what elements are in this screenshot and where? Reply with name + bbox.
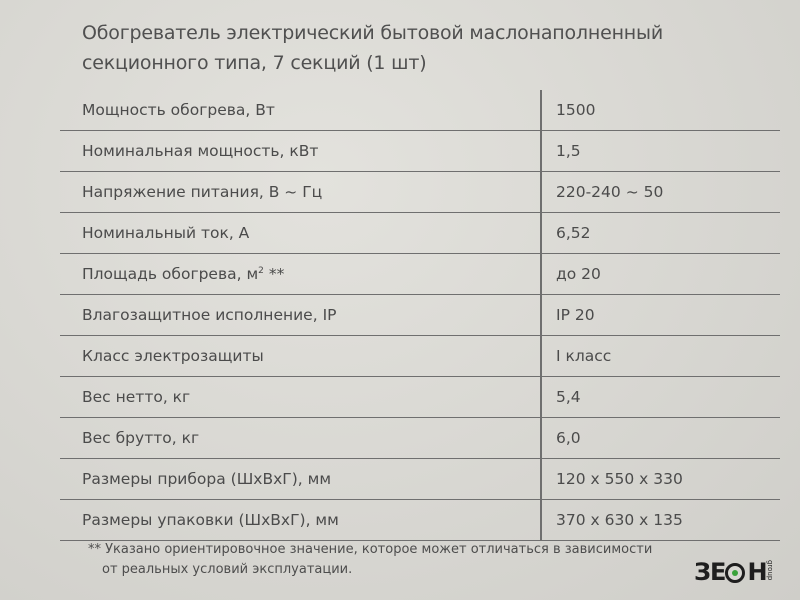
column-divider — [540, 254, 542, 294]
column-divider — [540, 295, 542, 335]
spec-row — [60, 500, 780, 541]
spec-label: Номинальный ток, А — [82, 224, 250, 242]
column-divider — [540, 213, 542, 253]
column-divider — [540, 336, 542, 376]
logo-text-left: ЗЕ — [694, 558, 726, 586]
column-divider — [540, 459, 542, 499]
spec-value: 370 x 630 x 135 — [556, 511, 683, 529]
spec-value: 1,5 — [556, 142, 581, 160]
spec-label: Мощность обогрева, Вт — [82, 101, 275, 119]
spec-label: Вес брутто, кг — [82, 429, 200, 447]
spec-value: I класс — [556, 347, 612, 365]
spec-row — [60, 254, 780, 295]
spec-label — [82, 265, 284, 283]
column-divider — [540, 131, 542, 171]
spec-label: Номинальная мощность, кВт — [82, 142, 319, 160]
column-divider — [540, 418, 542, 458]
spec-label: Влагозащитное исполнение, IP — [82, 306, 337, 324]
spec-value: 120 x 550 x 330 — [556, 470, 683, 488]
spec-label: Напряжение питания, В ~ Гц — [82, 183, 323, 201]
product-title-line-1: Обогреватель электрический бытовой маслонаполненный — [82, 22, 663, 44]
spec-row — [60, 377, 780, 418]
column-divider — [540, 377, 542, 417]
spec-label: Размеры упаковки (ШхВхГ), мм — [82, 511, 339, 529]
column-divider — [540, 172, 542, 212]
spec-value: 6,0 — [556, 429, 581, 447]
column-divider — [540, 90, 542, 130]
spec-label: Размеры прибора (ШхВхГ), мм — [82, 470, 332, 488]
spec-label: Вес нетто, кг — [82, 388, 191, 406]
spec-label-footnote-mark: ** — [263, 265, 285, 283]
spec-label-superscript: 2 — [258, 265, 264, 276]
spec-row — [60, 418, 780, 459]
spec-row — [60, 295, 780, 336]
product-title-line-2: секционного типа, 7 секций (1 шт) — [82, 52, 427, 74]
spec-value: 220-240 ~ 50 — [556, 183, 664, 201]
logo-o-icon — [725, 563, 745, 583]
spec-label: Класс электрозащиты — [82, 347, 264, 365]
spec-row — [60, 336, 780, 377]
spec-row — [60, 213, 780, 254]
footnote-line-2: от реальных условий эксплуатации. — [102, 562, 353, 577]
spec-row — [60, 90, 780, 131]
spec-value: до 20 — [556, 265, 601, 283]
column-divider — [540, 500, 542, 540]
footnote-line-1: ** Указано ориентировочное значение, которое может отличаться в зависимости — [88, 542, 653, 557]
spec-row — [60, 172, 780, 213]
spec-value: IP 20 — [556, 306, 595, 324]
spec-value: 5,4 — [556, 388, 581, 406]
spec-row — [60, 131, 780, 172]
spec-row — [60, 459, 780, 500]
product-title — [82, 18, 772, 78]
brand-logo — [694, 558, 790, 588]
spec-label-text: Площадь обогрева, м — [82, 265, 259, 283]
logo-text-right: Н — [747, 558, 767, 586]
spec-value: 6,52 — [556, 224, 591, 242]
logo-tag: group — [766, 560, 774, 581]
specs-table — [60, 90, 780, 541]
spec-value: 1500 — [556, 101, 596, 119]
footnote — [88, 540, 688, 580]
